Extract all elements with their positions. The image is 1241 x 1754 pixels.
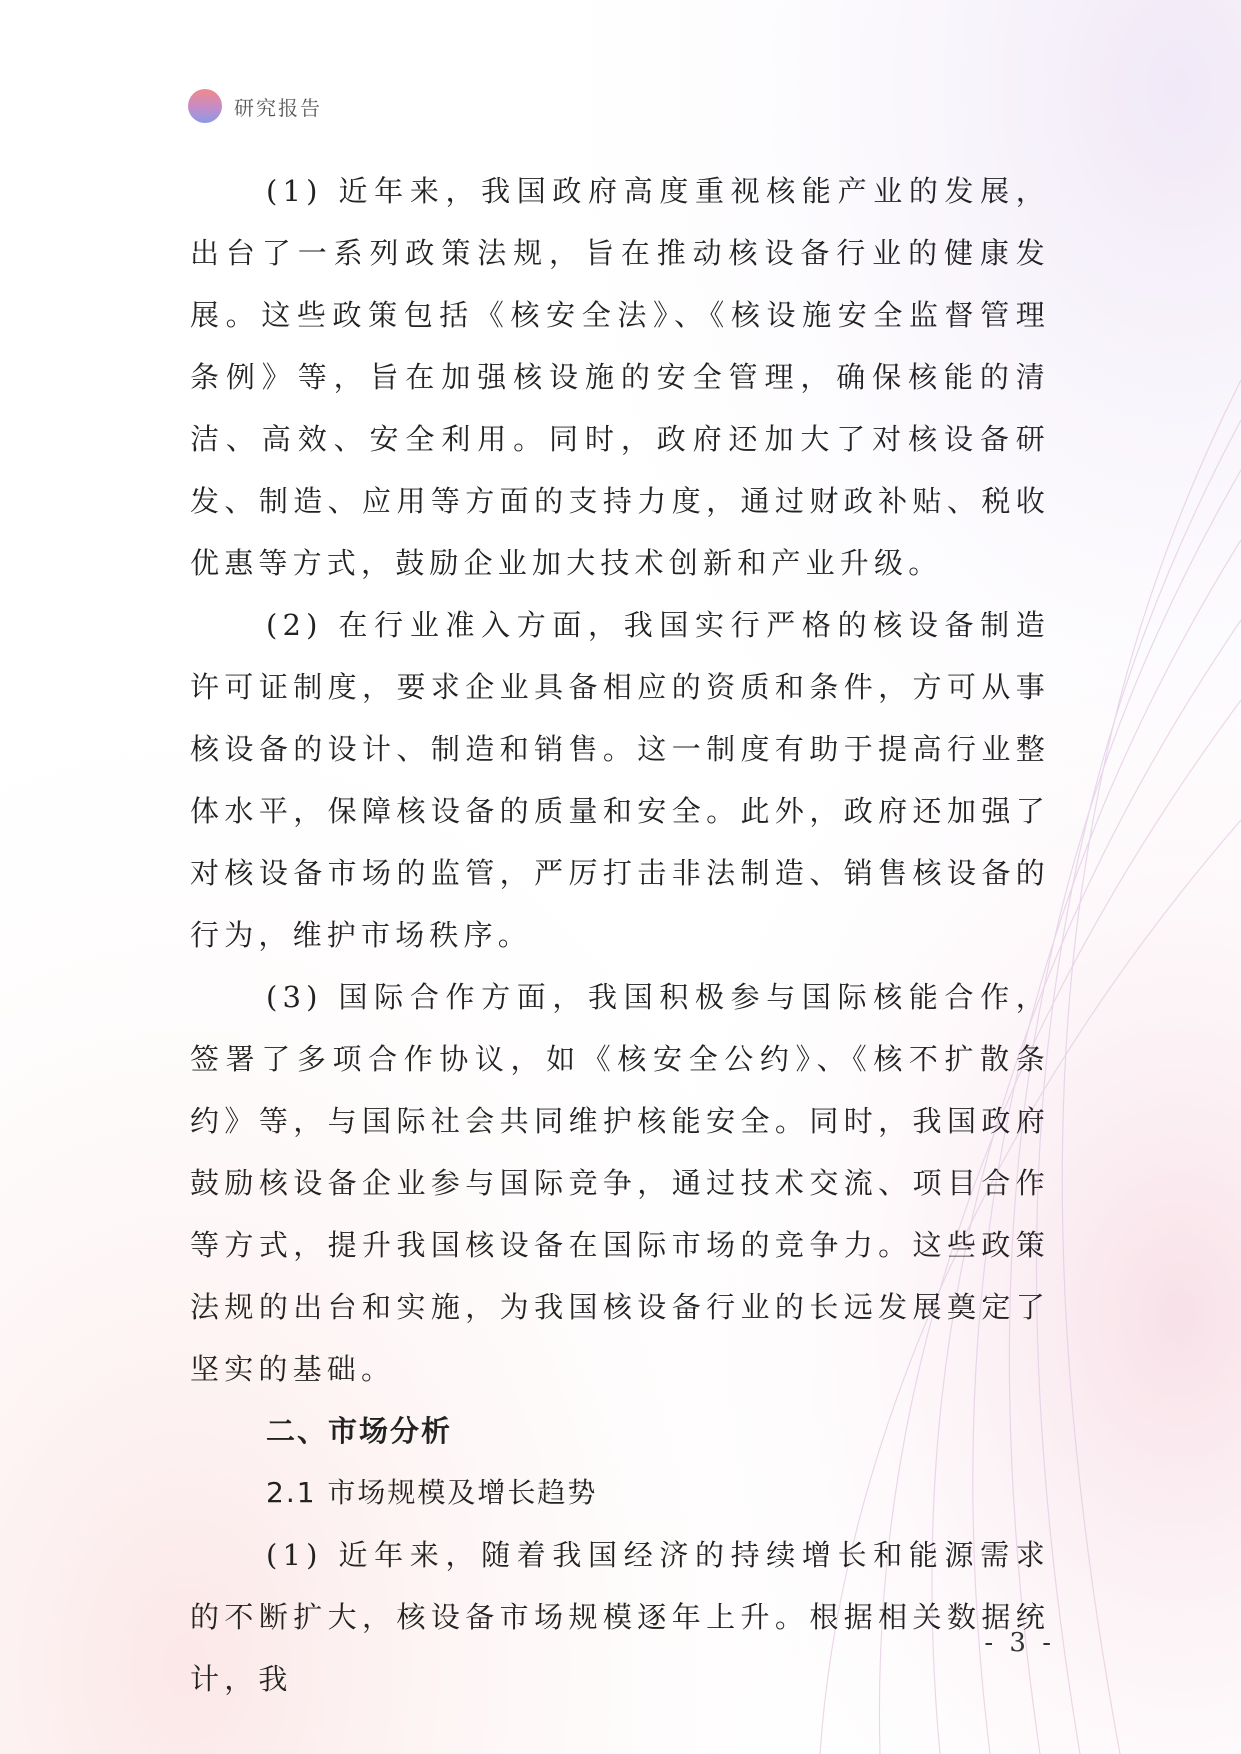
section-heading: 二、市场分析 <box>266 1414 453 1448</box>
page-number: - 3 - <box>984 1628 1055 1658</box>
paragraph-policy-2: (2) 在行业准入方面，我国实行严格的核设备制造许可证制度，要求企业具备相应的资质和条件，方可从事核设备的设计、制造和销售。这一制度有助于提高行业整体水平，保障核设备的质量和安全。此外，政府还加强了对核设备市场的监管，严厉打击非法制造、销售核设备的行为，维护市场秩序。 <box>190 608 1050 952</box>
report-logo-icon <box>188 89 222 123</box>
subsection-heading: 2.1 市场规模及增长趋势 <box>266 1476 598 1509</box>
paragraph-policy-1: (1) 近年来，我国政府高度重视核能产业的发展，出台了一系列政策法规，旨在推动核设备行业的健康发展。这些政策包括《核安全法》、《核设施安全监督管理条例》等，旨在加强核设施的安全管理，确保核能的清洁、高效、安全利用。同时，政府还加大了对核设备研发、制造、应用等方面的支持力度，通过财政补贴、税收优惠等方式，鼓励企业加大技术创新和产业升级。 <box>190 174 1050 580</box>
paragraph-market-1: (1) 近年来，随着我国经济的持续增长和能源需求的不断扩大，核设备市场规模逐年上升。根据相关数据统计，我 <box>190 1538 1050 1696</box>
paragraph-policy-3: (3) 国际合作方面，我国积极参与国际核能合作，签署了多项合作协议，如《核安全公约》、《核不扩散条约》等，与国际社会共同维护核能安全。同时，我国政府鼓励核设备企业参与国际竞争，通过技术交流、项目合作等方式，提升我国核设备在国际市场的竞争力。这些政策法规的出台和实施，为我国核设备行业的长远发展奠定了坚实的基础。 <box>190 980 1050 1386</box>
header-label: 研究报告 <box>234 95 322 120</box>
report-header <box>188 88 322 124</box>
document-body <box>190 160 1050 1710</box>
